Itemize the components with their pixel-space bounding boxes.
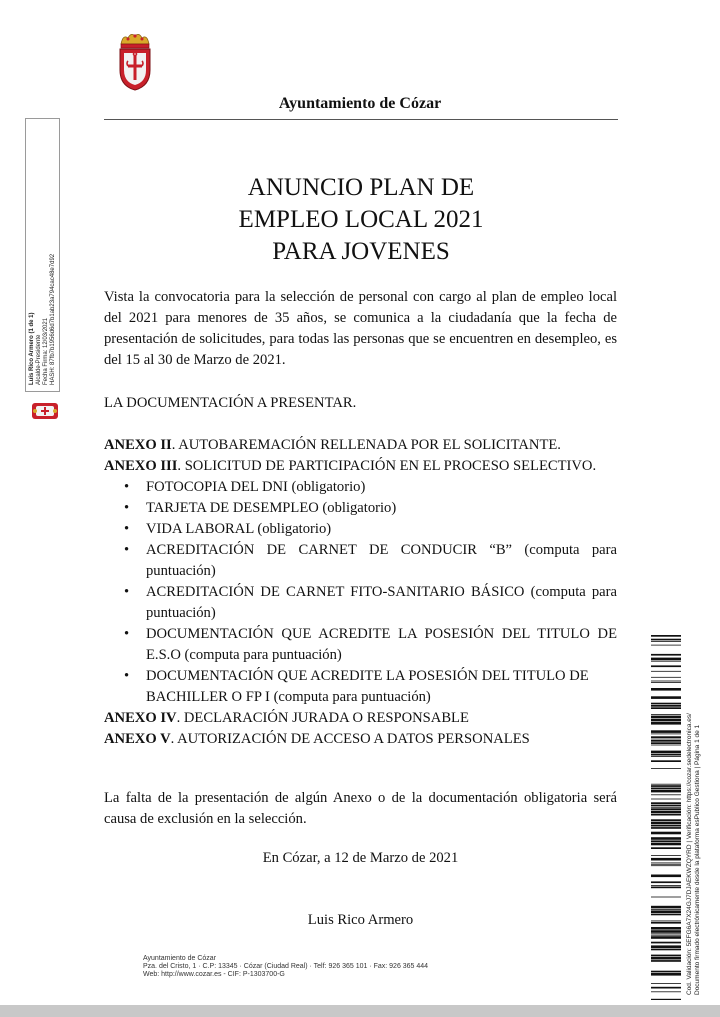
barcode-bar (651, 843, 681, 846)
barcode-bar (651, 719, 681, 722)
barcode-bar (651, 999, 681, 1000)
barcode-bar (651, 785, 681, 787)
barcode-bar (651, 927, 681, 930)
list-item: • ACREDITACIÓN DE CARNET FITO-SANITARIO BÁSICO (computa para puntuación) (146, 582, 617, 624)
date-line: En Cózar, a 12 de Marzo de 2021 (262, 850, 459, 866)
list-item: • TARJETA DE DESEMPLEO (obligatorio) (146, 498, 617, 519)
barcode-bar (651, 921, 681, 922)
barcode-bar (651, 658, 681, 661)
barcode-bar (651, 751, 681, 754)
title-line: PARA JOVENES (272, 238, 450, 265)
barcode-bar (651, 855, 681, 856)
barcode-bar (651, 910, 681, 913)
barcode-bar (651, 722, 681, 725)
footer (143, 955, 428, 979)
barcode-bar (651, 930, 681, 933)
exclusion-paragraph: La falta de la presentación de algún Anexo o de la documentación obligatoria será causa de exclusión en la selección. (104, 790, 617, 827)
barcode-bar (651, 858, 681, 861)
barcode-bar (651, 827, 681, 829)
barcode-bar (651, 949, 681, 951)
page-bottom-bar (0, 1005, 720, 1017)
list-item: • DOCUMENTACIÓN QUE ACREDITE LA POSESIÓN DEL TITULO DE BACHILLER O FP I (computa para puntuación) (146, 666, 617, 708)
barcode-bar (651, 734, 681, 735)
barcode-bar (651, 645, 681, 646)
signer-name: Luis Rico Armero (307, 912, 414, 928)
barcode-bar (651, 814, 681, 816)
barcode-bar (651, 960, 681, 962)
small-crest-icon (31, 401, 59, 421)
barcode-bar (651, 864, 681, 865)
signature-hash: HASH: 87fb7b1956d6d7b1ab23a794cac48e7d92 (50, 253, 56, 385)
signature-role: Alcalde-Presidente (36, 334, 42, 385)
annex-v (104, 729, 617, 750)
barcode-bar (651, 794, 681, 795)
barcode-bar (651, 819, 681, 821)
annex-ii (104, 435, 617, 456)
required-documents-list (104, 477, 617, 708)
list-item: • ACREDITACIÓN DE CARNET DE CONDUCIR “B” (computa para puntuación) (146, 540, 617, 582)
annex-label: ANEXO V (104, 731, 171, 747)
barcode-bar (651, 914, 681, 916)
verification-text (686, 635, 702, 995)
barcode-bar (651, 661, 681, 662)
intro-paragraph: Vista la convocatoria para la selección de personal con cargo al plan de empleo local del 2021 para menores de 35 años, se comunica a la ciudadanía que la fecha de presentación de solicitudes, para todas las personas que se encuentren en desempleo, es del 15 al 30 de Marzo de 2021. (104, 289, 617, 368)
list-item: • FOTOCOPIA DEL DNI (obligatorio) (146, 477, 617, 498)
barcode-bar (651, 665, 681, 667)
barcode-bar (651, 736, 681, 738)
barcode-bar (651, 832, 681, 835)
barcode-bar (651, 805, 681, 807)
barcode-bar (651, 922, 681, 924)
barcode-bar (651, 635, 681, 637)
barcode-bar (651, 802, 681, 804)
barcode-bar (651, 705, 681, 707)
annex-text: . DECLARACIÓN JURADA O RESPONSABLE (176, 710, 469, 726)
barcode-bar (651, 897, 681, 898)
organization-name: Ayuntamiento de Cózar (278, 95, 442, 112)
barcode-bar (651, 885, 681, 886)
barcode-bar (651, 863, 681, 864)
barcode-icon (651, 635, 681, 1000)
annex-text: . SOLICITUD DE PARTICIPACIÓN EN EL PROCESO SELECTIVO. (177, 458, 597, 474)
footer-address: Pza. del Cristo, 1 · C.P: 13345 · Cózar (Ciudad Real) · Telf: 926 365 101 · Fax: 926 365 444 (143, 963, 429, 970)
barcode-bar (651, 837, 681, 840)
header-rule (104, 119, 618, 120)
barcode-bar (651, 906, 681, 909)
barcode-bar (651, 991, 681, 992)
barcode-bar (651, 654, 681, 656)
barcode-bar (651, 784, 681, 785)
footer-web: Web: http://www.cozar.es - CIF: P-1303700-G (143, 971, 285, 978)
signature-stamp (29, 125, 57, 385)
barcode-bar (651, 942, 681, 944)
barcode-bar (651, 887, 681, 889)
title-line: ANUNCIO PLAN DE (247, 174, 475, 201)
barcode-bar (651, 671, 681, 672)
barcode-bar (651, 875, 681, 878)
barcode-bar (651, 639, 681, 641)
barcode-bar (651, 935, 681, 936)
list-item: • VIDA LABORAL (obligatorio) (146, 519, 617, 540)
barcode-bar (651, 745, 681, 746)
annex-text: . AUTORIZACIÓN DE ACCESO A DATOS PERSONALES (170, 731, 530, 747)
title-line: EMPLEO LOCAL 2021 (238, 206, 484, 233)
annex-text: . AUTOBAREMACIÓN RELLENADA POR EL SOLICITANTE. (171, 437, 561, 453)
barcode-bar (651, 756, 681, 757)
barcode-bar (651, 957, 681, 960)
annex-label: ANEXO IV (104, 710, 177, 726)
barcode-bar (651, 760, 681, 762)
barcode-bar (651, 688, 681, 691)
barcode-bar (651, 682, 681, 683)
barcode-bar (651, 799, 681, 800)
barcode-bar (651, 703, 681, 705)
barcode-bar (651, 808, 681, 810)
barcode-bar (651, 681, 681, 682)
barcode-bar (651, 790, 681, 793)
barcode-bar (651, 840, 681, 842)
barcode-bar (651, 936, 681, 939)
barcode-bar (651, 945, 681, 948)
barcode-bar (651, 754, 681, 756)
announcement-title (104, 172, 618, 268)
barcode-bar (651, 822, 681, 825)
annex-iii (104, 456, 617, 477)
barcode-bar (651, 881, 681, 883)
barcode-bar (651, 788, 681, 790)
barcode-bar (651, 768, 681, 769)
annex-label: ANEXO III (104, 458, 178, 474)
barcode-bar (651, 971, 681, 973)
barcode-bar (651, 865, 681, 866)
barcode-bar (651, 740, 681, 742)
footer-org: Ayuntamiento de Cózar (143, 955, 217, 962)
document-body (104, 287, 617, 931)
barcode-bar (651, 707, 681, 709)
signature-date: Fecha Firma: 12/03/2021 (43, 317, 49, 385)
barcode-bar (651, 730, 681, 733)
barcode-bar (651, 987, 681, 989)
barcode-bar (651, 909, 681, 910)
barcode-bar (651, 807, 681, 808)
barcode-bar (651, 677, 681, 678)
verification-code: Cod. Validación: 5EFG6A7X24GJ7DJAEKWZQYRD | Verificación: https://cozar.sedelectronica.es/ (686, 713, 693, 995)
barcode-bar (651, 742, 681, 744)
verification-platform: Documento firmado electrónicamente desde la plataforma esPublico Gestiona | Página 1 de 1 (694, 724, 701, 995)
barcode-bar (651, 739, 681, 740)
documentation-heading: LA DOCUMENTACIÓN A PRESENTAR. (104, 395, 357, 411)
barcode-bar (651, 955, 681, 957)
signature-signer: Luis Rico Armero (1 de 1) (29, 312, 35, 385)
annex-label: ANEXO II (104, 437, 172, 453)
barcode-bar (651, 847, 681, 849)
barcode-bar (651, 641, 681, 642)
barcode-bar (651, 714, 681, 715)
barcode-bar (651, 825, 681, 827)
coat-of-arms-icon (115, 30, 155, 92)
barcode-bar (651, 716, 681, 719)
barcode-bar (651, 973, 681, 976)
annex-iv (104, 708, 617, 729)
barcode-bar (651, 811, 681, 814)
barcode-bar (651, 983, 681, 984)
list-item: • DOCUMENTACIÓN QUE ACREDITE LA POSESIÓN DEL TITULO DE E.S.O (computa para puntuación) (146, 624, 617, 666)
barcode-bar (651, 933, 681, 934)
barcode-bar (651, 696, 681, 699)
